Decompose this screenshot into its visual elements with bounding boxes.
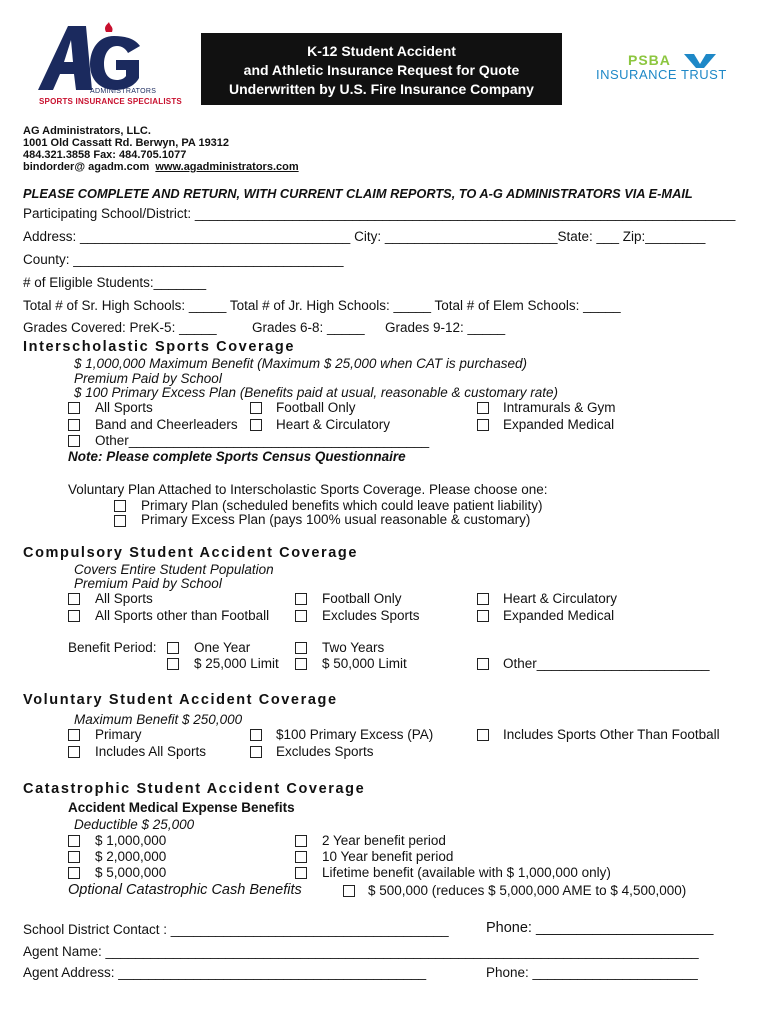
vol-primary-excess-label: $100 Primary Excess (PA): [276, 727, 434, 742]
one-year-checkbox[interactable]: [167, 642, 179, 654]
compulsory-covers: Covers Entire Student Population: [74, 562, 274, 577]
company-street: 1001 Old Cassatt Rd. Berwyn, PA 19312: [23, 137, 230, 149]
cat-5m-label: $ 5,000,000: [95, 865, 167, 880]
two-years-label: Two Years: [322, 640, 385, 655]
comp-other-field[interactable]: Other_______________________: [503, 656, 710, 671]
comp-excludes-checkbox[interactable]: [295, 610, 307, 622]
phone-field-1[interactable]: Phone: ______________________: [486, 920, 714, 936]
compulsory-premium: Premium Paid by School: [74, 576, 222, 591]
vol-primary-label: Primary: [95, 727, 142, 742]
vol-includes-all-checkbox[interactable]: [68, 746, 80, 758]
comp-excludes-label: Excludes Sports: [322, 608, 420, 623]
school-totals-row[interactable]: Total # of Sr. High Schools: _____ Total # of Jr. High Schools: _____ Total # of Elem Schools: _____: [23, 298, 621, 313]
vol-includes-all-label: Includes All Sports: [95, 744, 207, 759]
vol-primary-checkbox[interactable]: [68, 729, 80, 741]
comp-heart-label: Heart & Circulatory: [503, 591, 618, 606]
cat-lifetime-checkbox[interactable]: [295, 867, 307, 879]
company-name: AG Administrators, LLC.: [23, 125, 151, 137]
form-title-line3: Underwritten by U.S. Fire Insurance Company: [229, 81, 534, 97]
limit-50k-checkbox[interactable]: [295, 658, 307, 670]
grades-prek5-field[interactable]: Grades Covered: PreK-5: _____: [23, 320, 217, 335]
psba-logo: [596, 52, 768, 82]
heart-circulatory-checkbox[interactable]: [250, 419, 262, 431]
voluntary-plan-text: Voluntary Plan Attached to Interscholastic Sports Coverage. Please choose one:: [68, 482, 548, 497]
intramurals-checkbox[interactable]: [477, 402, 489, 414]
primary-excess-plan-checkbox[interactable]: [114, 515, 126, 527]
psba-logo-bottom: INSURANCE TRUST: [596, 67, 727, 82]
comp-all-sports-label: All Sports: [95, 591, 153, 606]
school-contact-field[interactable]: School District Contact : _____________________________________: [23, 922, 449, 937]
psba-chevron-icon: [684, 54, 724, 68]
interscholastic-primary-excess: $ 100 Primary Excess Plan (Benefits paid at usual, reasonable & customary rate): [74, 385, 558, 400]
expanded-medical-checkbox[interactable]: [477, 419, 489, 431]
band-cheer-checkbox[interactable]: [68, 419, 80, 431]
cat-1m-checkbox[interactable]: [68, 835, 80, 847]
cat-10yr-label: 10 Year benefit period: [322, 849, 454, 864]
football-only-label: Football Only: [276, 400, 356, 415]
company-email: bindorder@ agadm.com: [23, 161, 150, 173]
limit-25k-label: $ 25,000 Limit: [194, 656, 279, 671]
cat-2m-checkbox[interactable]: [68, 851, 80, 863]
one-year-label: One Year: [194, 640, 251, 655]
football-only-checkbox[interactable]: [250, 402, 262, 414]
psba-logo-top: PSBA: [628, 52, 671, 68]
agent-address-field[interactable]: Agent Address: _________________________________________: [23, 965, 427, 980]
cat-2yr-checkbox[interactable]: [295, 835, 307, 847]
all-sports-checkbox[interactable]: [68, 402, 80, 414]
vol-primary-excess-checkbox[interactable]: [250, 729, 262, 741]
cat-5m-checkbox[interactable]: [68, 867, 80, 879]
cat-cash-label: Optional Catastrophic Cash Benefits: [68, 882, 302, 898]
company-phone-fax: 484.321.3858 Fax: 484.705.1077: [23, 149, 187, 161]
voluntary-max-benefit: Maximum Benefit $ 250,000: [74, 712, 243, 727]
cat-2m-label: $ 2,000,000: [95, 849, 167, 864]
cat-10yr-checkbox[interactable]: [295, 851, 307, 863]
comp-all-sports-checkbox[interactable]: [68, 593, 80, 605]
grades-9-12-field[interactable]: Grades 9-12: _____: [385, 320, 506, 335]
form-title-line2: and Athletic Insurance Request for Quote: [243, 62, 520, 78]
band-cheer-label: Band and Cheerleaders: [95, 417, 238, 432]
vol-excludes-label: Excludes Sports: [276, 744, 374, 759]
all-sports-label: All Sports: [95, 400, 153, 415]
census-note: Note: Please complete Sports Census Questionnaire: [68, 449, 406, 464]
ag-logo: [36, 22, 181, 108]
limit-50k-label: $ 50,000 Limit: [322, 656, 407, 671]
heart-circulatory-label: Heart & Circulatory: [276, 417, 391, 432]
company-website-link[interactable]: www.agadministrators.com: [155, 161, 299, 173]
voluntary-heading: Voluntary Student Accident Coverage: [23, 692, 338, 708]
form-title-line1: K-12 Student Accident: [307, 43, 456, 59]
comp-expanded-label: Expanded Medical: [503, 608, 615, 623]
comp-heart-checkbox[interactable]: [477, 593, 489, 605]
participating-school-field[interactable]: Participating School/District: ________________________________________________________________________: [23, 206, 736, 221]
instruction-text: PLEASE COMPLETE AND RETURN, WITH CURRENT CLAIM REPORTS, TO A-G ADMINISTRATORS VIA E-MAIL: [23, 186, 693, 201]
other-sports-checkbox[interactable]: [68, 435, 80, 447]
cat-cash-checkbox[interactable]: [343, 885, 355, 897]
comp-expanded-checkbox[interactable]: [477, 610, 489, 622]
cat-2yr-label: 2 Year benefit period: [322, 833, 446, 848]
vol-excludes-checkbox[interactable]: [250, 746, 262, 758]
vol-includes-other-checkbox[interactable]: [477, 729, 489, 741]
comp-all-other-checkbox[interactable]: [68, 610, 80, 622]
comp-football-only-checkbox[interactable]: [295, 593, 307, 605]
expanded-medical-label: Expanded Medical: [503, 417, 615, 432]
primary-excess-plan-label: Primary Excess Plan (pays 100% usual reasonable & customary): [141, 512, 531, 527]
compulsory-heading: Compulsory Student Accident Coverage: [23, 545, 359, 561]
intramurals-label: Intramurals & Gym: [503, 400, 616, 415]
address-field-row[interactable]: Address: ____________________________________ City: _______________________State: ___ Zip:________: [23, 229, 706, 244]
comp-football-only-label: Football Only: [322, 591, 402, 606]
limit-25k-checkbox[interactable]: [167, 658, 179, 670]
form-title-box: [201, 33, 562, 105]
two-years-checkbox[interactable]: [295, 642, 307, 654]
phone-field-2[interactable]: Phone: ______________________: [486, 965, 698, 980]
agent-name-field[interactable]: Agent Name: _______________________________________________________________________________: [23, 944, 699, 959]
catastrophic-subheading: Accident Medical Expense Benefits: [68, 800, 295, 815]
company-email-web: [23, 161, 299, 174]
vol-includes-other-label: Includes Sports Other Than Football: [503, 727, 720, 742]
catastrophic-deductible: Deductible $ 25,000: [74, 817, 195, 832]
grades-6-8-field[interactable]: Grades 6-8: _____: [252, 320, 365, 335]
cat-1m-label: $ 1,000,000: [95, 833, 167, 848]
interscholastic-max-benefit: $ 1,000,000 Maximum Benefit (Maximum $ 25,000 when CAT is purchased): [74, 356, 527, 371]
interscholastic-heading: Interscholastic Sports Coverage: [23, 339, 296, 355]
comp-other-checkbox[interactable]: [477, 658, 489, 670]
eligible-students-field[interactable]: # of Eligible Students:_______: [23, 275, 207, 290]
cat-cash-option-label: $ 500,000 (reduces $ 5,000,000 AME to $ 4,500,000): [368, 883, 687, 898]
cat-lifetime-label: Lifetime benefit (available with $ 1,000,000 only): [322, 865, 611, 880]
county-field[interactable]: County: ____________________________________: [23, 252, 344, 267]
ag-logo-sub1: ADMINISTRATORS: [90, 88, 157, 95]
ag-logo-sub2: SPORTS INSURANCE SPECIALISTS: [39, 97, 182, 106]
primary-plan-checkbox[interactable]: [114, 500, 126, 512]
catastrophic-heading: Catastrophic Student Accident Coverage: [23, 781, 366, 797]
comp-all-other-label: All Sports other than Football: [95, 608, 270, 623]
ag-logo-mark: [36, 22, 181, 108]
other-sports-field[interactable]: Other________________________________________: [95, 433, 430, 448]
interscholastic-premium: Premium Paid by School: [74, 371, 222, 386]
primary-plan-label: Primary Plan (scheduled benefits which could leave patient liability): [141, 498, 543, 513]
benefit-period-label: Benefit Period:: [68, 640, 157, 655]
